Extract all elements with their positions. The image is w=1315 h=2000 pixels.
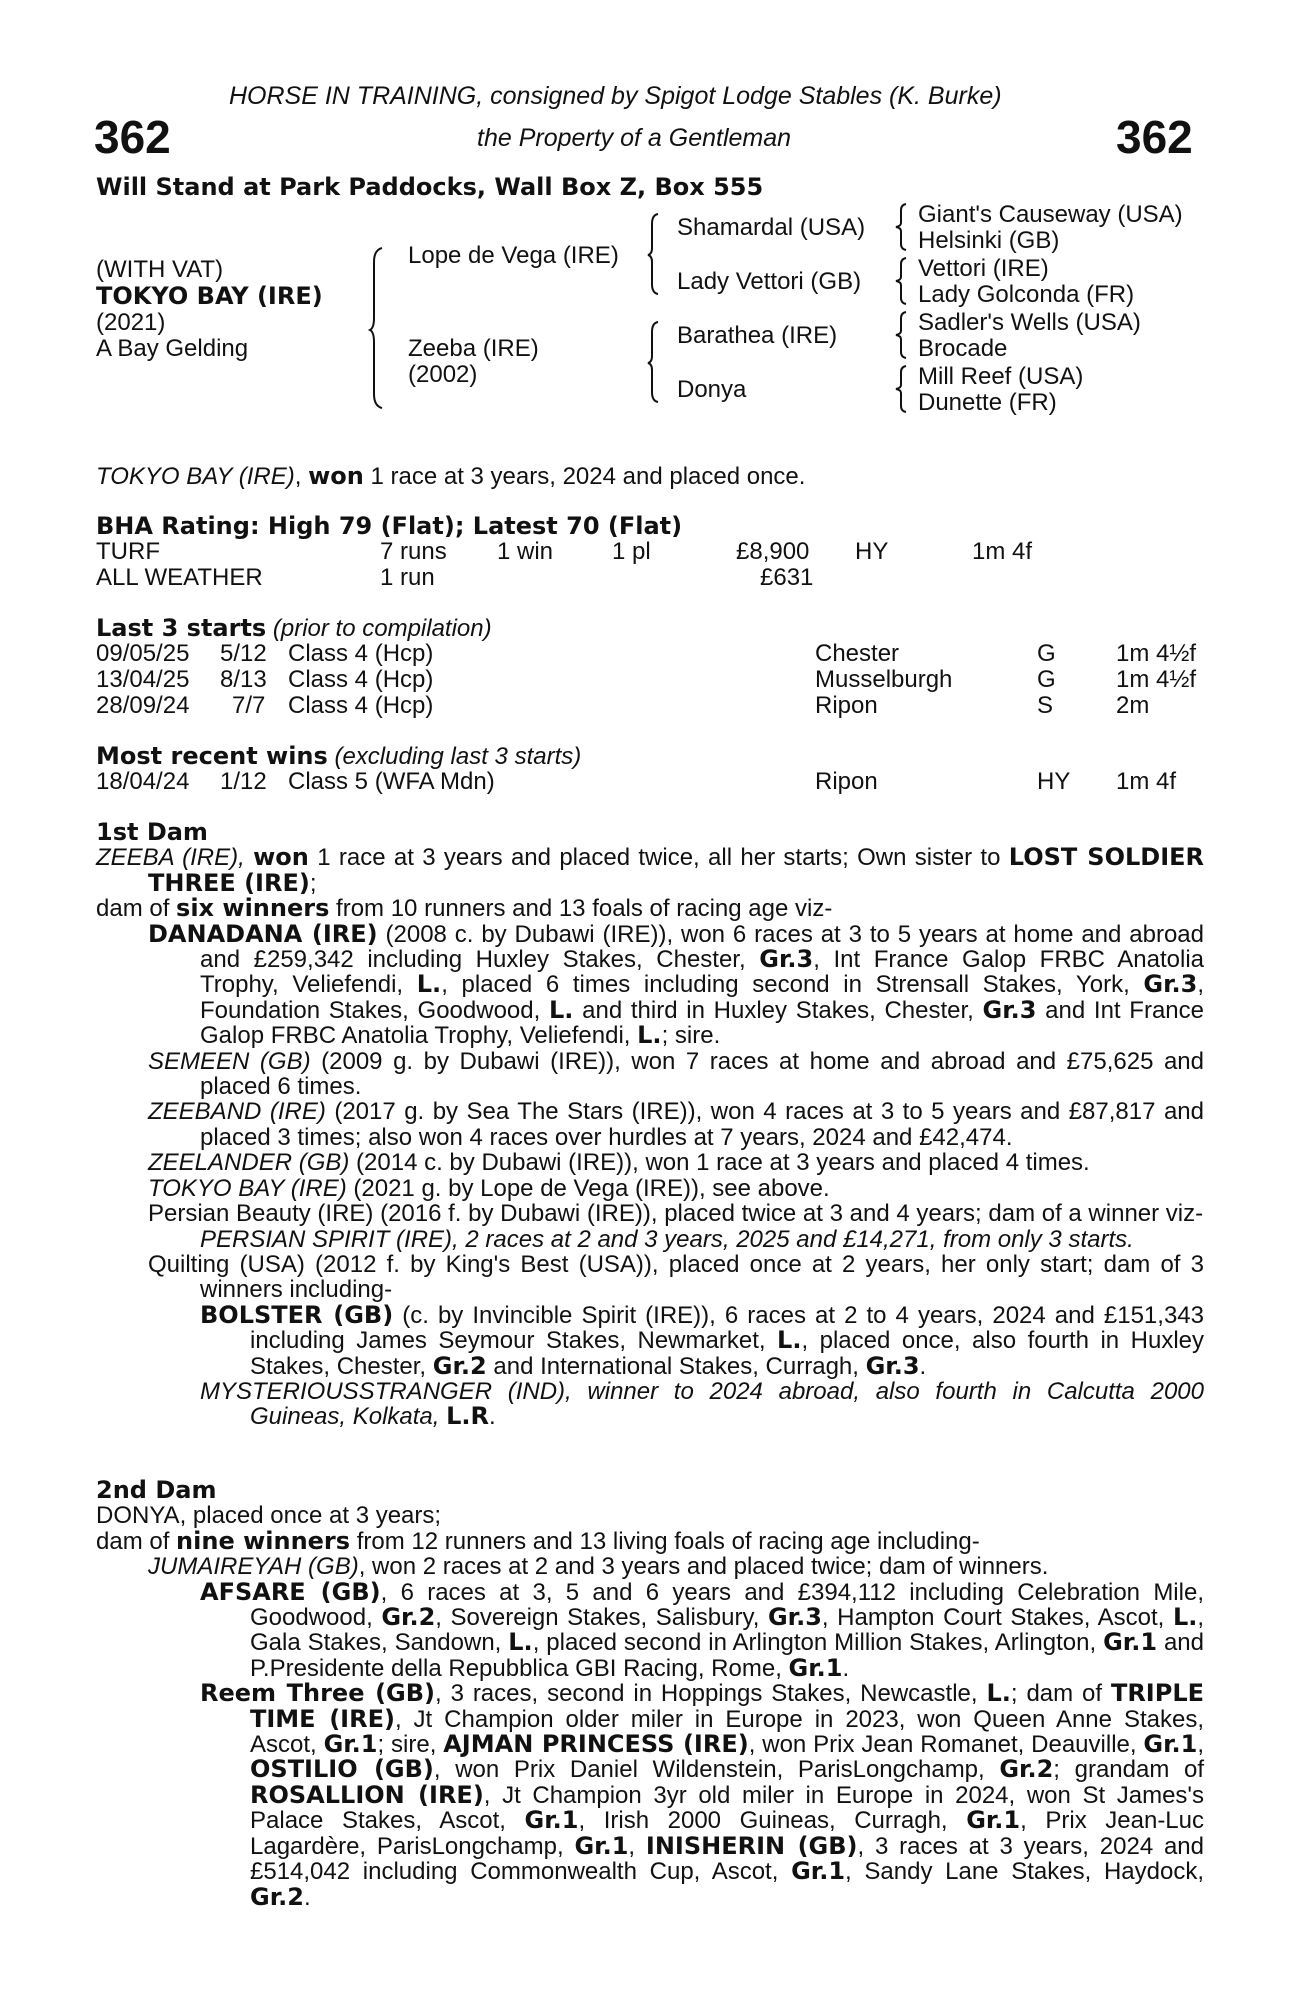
- progeny-name: Reem Three (GB): [200, 1679, 435, 1708]
- vat-note: (WITH VAT): [96, 256, 224, 283]
- stand-location: Will Stand at Park Paddocks, Wall Box Z, Box 555: [96, 173, 764, 201]
- progeny-semeen: SEMEEN (GB) (2009 g. by Dubawi (IRE)), won 7 races at home and abroad and £75,625 and placed 6 times.: [148, 1047, 1205, 1101]
- rating-runs: 1 run: [380, 564, 435, 591]
- progeny-name: BOLSTER (GB): [200, 1300, 394, 1329]
- progeny-name: DANADANA (IRE): [148, 919, 378, 948]
- progeny-jumaireyah: JUMAIREYAH (GB), won 2 races at 2 and 3 years and placed twice; dam of winners.: [148, 1553, 1049, 1581]
- second-dam-summary: DONYA, placed once at 3 years;: [96, 1502, 442, 1530]
- sire-sire: Shamardal (USA): [677, 214, 866, 241]
- start-going: G: [1037, 640, 1056, 667]
- grandprogeny-bolster: BOLSTER (GB) (c. by Invincible Spirit (IRE)), 6 races at 2 to 4 years, 2024 and £151,343 including James Seymour Stakes, Newmarket, L., placed once, also fourth in Huxley Stakes, Chester, Gr.2 and International Stakes, Curragh, Gr.3.: [200, 1300, 1204, 1380]
- dam-dam-sire: Mill Reef (USA): [918, 363, 1084, 390]
- start-position: 7/7: [232, 692, 266, 719]
- recent-wins-title: Most recent wins: [96, 742, 328, 770]
- progeny-zeeband: ZEEBAND (IRE) (2017 g. by Sea The Stars (IRE)), won 4 races at 3 to 5 years and £87,817 and placed 3 times; also won 4 races over hurdles at 7 years, 2024 and £42,474.: [148, 1098, 1204, 1151]
- last-starts-note: (prior to compilation): [272, 615, 492, 642]
- pedigree-brace-ds: [896, 312, 910, 358]
- pedigree-brace-sire: [648, 214, 664, 294]
- start-date: 13/04/25: [96, 666, 190, 693]
- pedigree-brace-ss: [896, 204, 910, 250]
- start-date: 28/09/24: [96, 692, 190, 719]
- summary-text: 1 race at 3 years, 2024 and placed once.: [370, 463, 806, 490]
- rating-money: £631: [760, 564, 814, 591]
- rating-surface: TURF: [96, 538, 160, 565]
- horse-year: (2021): [96, 309, 166, 336]
- start-date: 09/05/25: [96, 640, 190, 667]
- progeny-danadana: DANADANA (IRE) (2008 c. by Dubawi (IRE)), won 6 races at 3 to 5 years at home and abroad and £259,342 including Huxley Stakes, Chester, Gr.3, Int France Galop FRBC Anatolia Trophy, Veliefendi, L., placed 6 times including second in Strensall Stakes, York, Gr.3, Foundation Stakes, Goodwood, L. and third in Huxley Stakes, Chester, Gr.3 and Int France Galop FRBC Anatolia Trophy, Veliefendi, L.; sire.: [148, 919, 1205, 1050]
- race-summary: TOKYO BAY (IRE), won 1 race at 3 years, 2024 and placed once.: [96, 462, 806, 490]
- start-going: G: [1037, 666, 1056, 693]
- progeny-name: ZEEBAND (IRE): [148, 1098, 326, 1126]
- win-going: HY: [1037, 768, 1071, 795]
- dam-punct: ;: [309, 869, 317, 897]
- start-distance: 2m: [1116, 692, 1150, 719]
- produce-count: nine winners: [176, 1526, 351, 1555]
- first-dam-produce: [96, 896, 1204, 921]
- dam-year: (2002): [408, 361, 478, 388]
- grandprogeny-mysteriousstranger: MYSTERIOUSSTRANGER (IND), winner to 2024 abroad, also fourth in Calcutta 2000 Guineas, Kolkata, L.R.: [200, 1377, 1204, 1431]
- grandprogeny-afsare: AFSARE (GB), 6 races at 3, 5 and 6 years and £394,112 including Celebration Mile, Goodwood, Gr.2, Sovereign Stakes, Salisbury, Gr.3, Hampton Court Stakes, Ascot, L., Gala Stakes, Sandown, L., placed second in Arlington Million Stakes, Arlington, Gr.1 and P.Presidente della Repubblica GBI Racing, Rome, Gr.1.: [200, 1577, 1205, 1682]
- dam-sire-sire: Sadler's Wells (USA): [918, 309, 1141, 336]
- rating-surface: ALL WEATHER: [96, 564, 263, 591]
- grandprogeny-reem-three: Reem Three (GB), 3 races, second in Hoppings Stakes, Newcastle, L.; dam of TRIPLE TIME (IRE), Jt Champion older miler in Europe in 2023, won Queen Anne Stakes, Ascot, Gr.1; sire, AJMAN PRINCESS (IRE), won Prix Jean Romanet, Deauville, Gr.1, OSTILIO (GB), won Prix Daniel Wildenstein, ParisLongchamp, Gr.2; grandam of ROSALLION (IRE), Jt Champion 3yr old miler in Europe in 2024, won St James's Palace Stakes, Ascot, Gr.1, Irish 2000 Guineas, Curragh, Gr.1, Prix Jean-Luc Lagardère, ParisLongchamp, Gr.1, INISHERIN (GB), 3 races at 3 years, 2024 and £514,042 including Commonwealth Cup, Ascot, Gr.1, Sandy Lane Stakes, Haydock, Gr.2.: [200, 1679, 1205, 1911]
- start-distance: 1m 4½f: [1116, 640, 1197, 667]
- dam-sister: LOST SOLDIER THREE (IRE): [148, 843, 1205, 897]
- progeny-persian-beauty: Persian Beauty (IRE) (2016 f. by Dubawi (IRE)), placed twice at 3 and 4 years; dam of a winner viz-: [148, 1200, 1204, 1228]
- dam: Zeeba (IRE): [408, 335, 539, 362]
- start-class: Class 4 (Hcp): [288, 692, 434, 719]
- produce-count: six winners: [176, 894, 330, 923]
- first-dam-section: [96, 820, 1204, 1430]
- win-course: Ripon: [815, 768, 878, 795]
- first-dam-summary: [96, 845, 1204, 896]
- sire-dam-sire: Vettori (IRE): [918, 255, 1049, 282]
- rating-money: £8,900: [736, 538, 810, 565]
- grandprogeny-persian-spirit: PERSIAN SPIRIT (IRE), 2 races at 2 and 3 years, 2025 and £14,271, from only 3 starts.: [200, 1225, 1134, 1253]
- dam-dam: Donya: [677, 376, 747, 403]
- last-starts-heading: [96, 615, 492, 642]
- dam-dam-dam: Dunette (FR): [918, 389, 1057, 416]
- dam-sire: Barathea (IRE): [677, 322, 838, 349]
- win-distance: 1m 4f: [1116, 768, 1177, 795]
- sire-dam-dam: Lady Golconda (FR): [918, 281, 1135, 308]
- pedigree-brace-dam: [648, 322, 664, 402]
- start-course: Chester: [815, 640, 900, 667]
- rating-placed: 1 pl: [612, 538, 651, 565]
- sire-sire-sire: Giant's Causeway (USA): [918, 201, 1183, 228]
- produce-text: dam of: [96, 895, 177, 923]
- recent-wins-heading: [96, 743, 581, 770]
- pedigree-brace-dd: [896, 366, 910, 412]
- lot-number-left: 362: [94, 111, 171, 163]
- progeny-name: PERSIAN SPIRIT (IRE): [200, 1225, 453, 1253]
- start-course: Musselburgh: [815, 666, 953, 693]
- first-dam-title: 1st Dam: [96, 818, 208, 846]
- sire: Lope de Vega (IRE): [408, 242, 619, 269]
- recent-wins-note: (excluding last 3 starts): [334, 743, 582, 770]
- dam-sire-dam: Brocade: [918, 335, 1008, 362]
- horse-description: A Bay Gelding: [96, 335, 249, 362]
- bha-rating: BHA Rating: High 79 (Flat); Latest 70 (Flat): [96, 512, 683, 540]
- progeny-name: AFSARE (GB): [200, 1577, 381, 1606]
- lot-number-right: 362: [1116, 111, 1193, 163]
- start-course: Ripon: [815, 692, 878, 719]
- property-line: the Property of a Gentleman: [477, 124, 792, 152]
- summary-horse-name: TOKYO BAY (IRE): [96, 463, 295, 490]
- summary-won: won: [308, 462, 364, 490]
- start-class: Class 4 (Hcp): [288, 666, 434, 693]
- start-distance: 1m 4½f: [1116, 666, 1197, 693]
- dam-name: ZEEBA (IRE),: [96, 844, 254, 872]
- rating-going: HY: [855, 538, 889, 565]
- progeny-name: TOKYO BAY (IRE): [148, 1174, 347, 1202]
- pedigree-brace-sd: [896, 258, 910, 304]
- progeny-name: JUMAIREYAH (GB): [148, 1553, 359, 1581]
- sire-sire-dam: Helsinki (GB): [918, 227, 1060, 254]
- progeny-name: SEMEEN (GB): [148, 1047, 311, 1075]
- progeny-quilting: Quilting (USA) (2012 f. by King's Best (USA)), placed once at 2 years, her only start; dam of 3 winners including-: [148, 1250, 1204, 1304]
- win-date: 18/04/24: [96, 768, 190, 795]
- progeny-tokyo-bay: TOKYO BAY (IRE) (2021 g. by Lope de Vega (IRE)), see above.: [148, 1174, 830, 1202]
- horse-name: TOKYO BAY (IRE): [96, 282, 323, 310]
- rating-wins: 1 win: [497, 538, 554, 565]
- start-going: S: [1037, 692, 1054, 719]
- progeny-zeelander: ZEELANDER (GB) (2014 c. by Dubawi (IRE)), won 1 race at 3 years and placed 4 times.: [148, 1149, 1090, 1177]
- sire-dam: Lady Vettori (GB): [677, 268, 862, 295]
- dam-text: 1 race at 3 years and placed twice, all her starts; Own sister to: [308, 844, 1009, 872]
- progeny-name: ZEELANDER (GB): [148, 1149, 350, 1177]
- dam-won: won: [253, 843, 309, 872]
- rating-distance: 1m 4f: [972, 538, 1033, 565]
- win-class: Class 5 (WFA Mdn): [288, 768, 495, 795]
- consignor-line: HORSE IN TRAINING, consigned by Spigot Lodge Stables (K. Burke): [229, 82, 1002, 110]
- start-position: 5/12: [220, 640, 267, 667]
- second-dam-produce: dam of nine winners from 12 runners and 13 living foals of racing age including-: [96, 1526, 980, 1555]
- progeny-name: MYSTERIOUSSTRANGER (IND): [200, 1377, 566, 1405]
- second-dam-section: [96, 1478, 1204, 1910]
- win-position: 1/12: [220, 768, 267, 795]
- start-position: 8/13: [220, 666, 267, 693]
- start-class: Class 4 (Hcp): [288, 640, 434, 667]
- pedigree-brace-main: [370, 248, 390, 408]
- rating-runs: 7 runs: [380, 538, 447, 565]
- second-dam-title: 2nd Dam: [96, 1476, 217, 1504]
- last-starts-title: Last 3 starts: [96, 614, 267, 642]
- produce-text-rest: from 10 runners and 13 foals of racing age viz-: [329, 895, 833, 923]
